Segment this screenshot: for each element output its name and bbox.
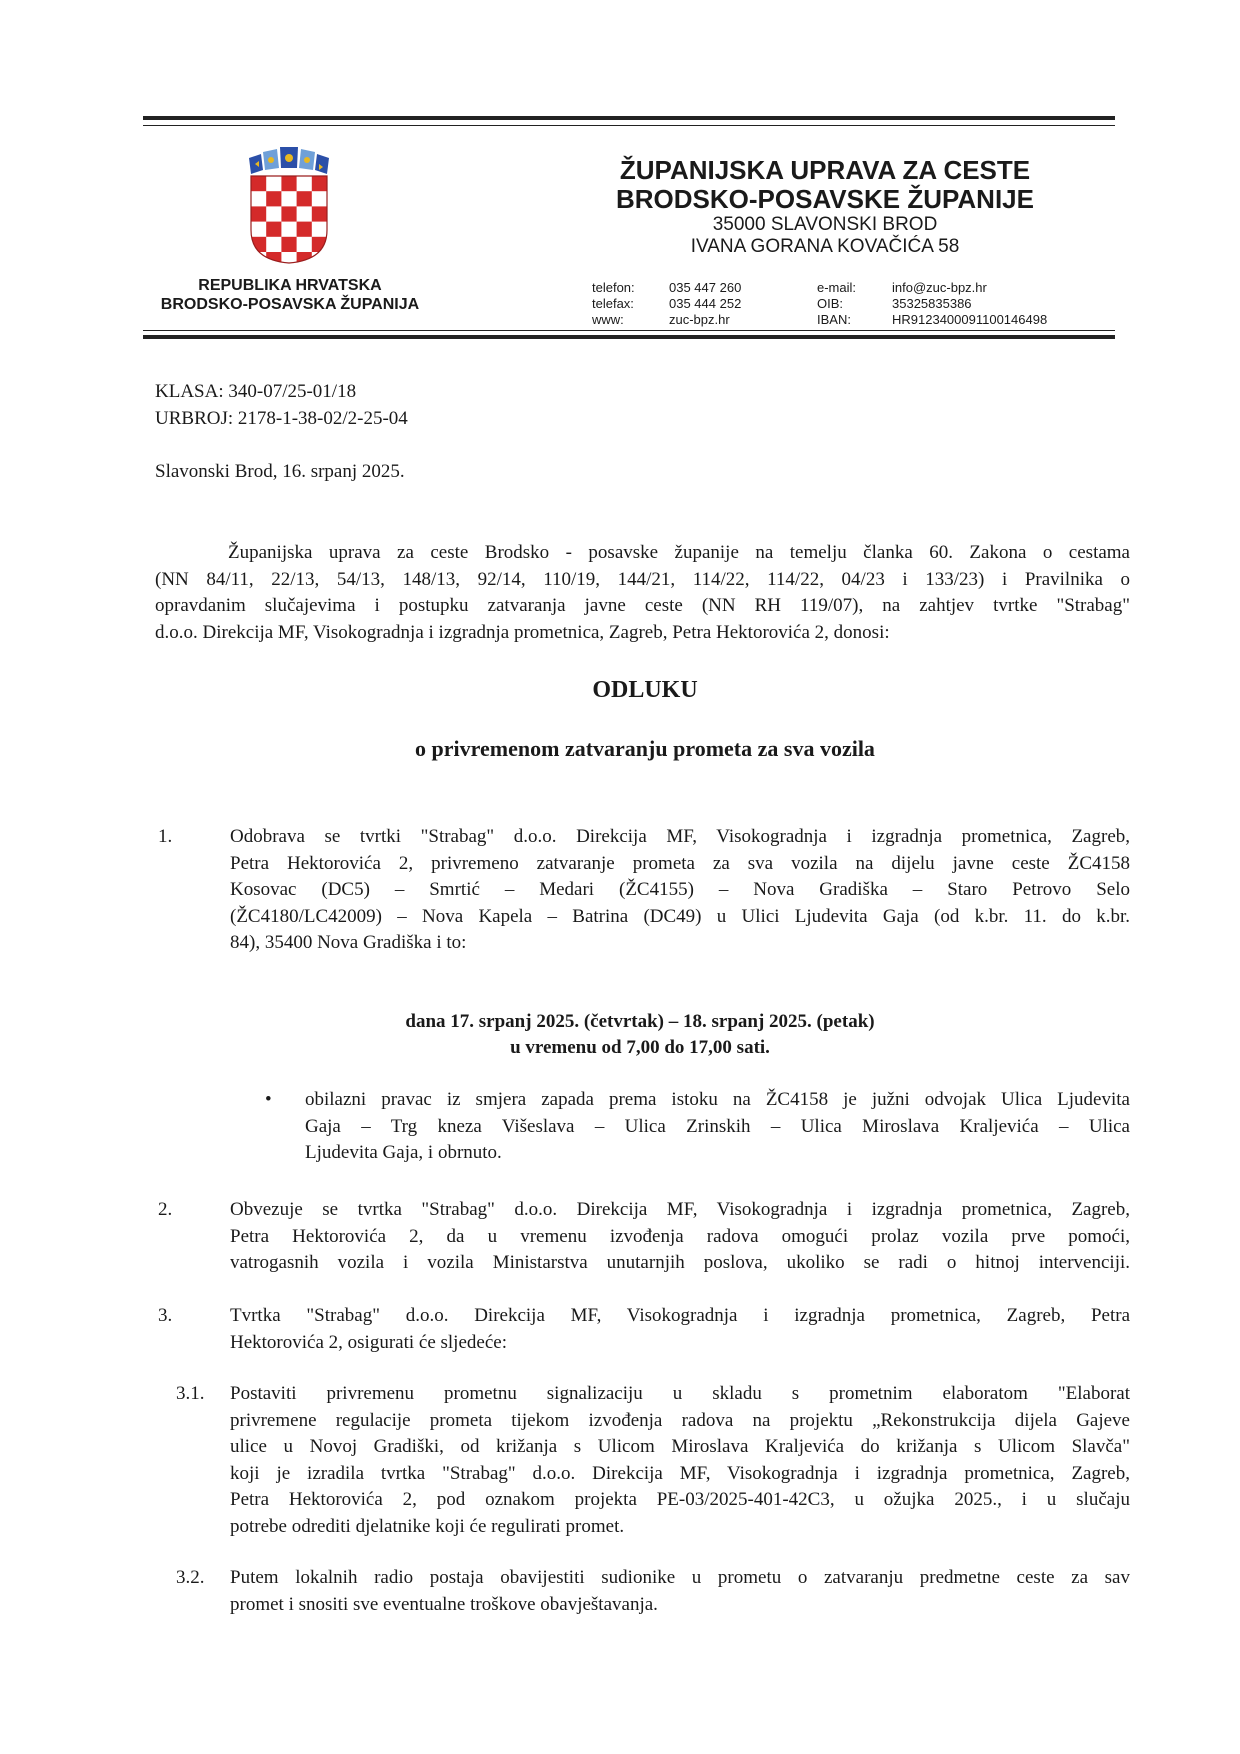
place-date: Slavonski Brod, 16. srpanj 2025. [155,461,405,482]
www-label: www: [592,312,624,327]
item-number: 1. [158,826,173,847]
item-3-text [230,1303,1130,1356]
www-value: zuc-bpz.hr [669,312,730,327]
org-line-2: BRODSKO-POSAVSKA ŽUPANIJA [160,296,420,313]
contact-values-2 [892,280,1047,328]
intro-line: Županijska uprava za ceste Brodsko - posavske županije na temelju članka 60. Zakona o cestama [228,542,1130,563]
item-line: Putem lokalnih radio postaja obavijestiti sudionike u prometu o zatvaranju predmetne ceste za sav [230,1567,1130,1588]
header-rule-top-thin [143,125,1115,126]
header-rule-bottom-thin [143,330,1115,331]
item-line: Petra Hektorovića 2, privremeno zatvaranje prometa za sva vozila na dijelu javne ceste ŽC4158 [230,852,1130,874]
item-line: ulice u Novoj Gradiški, od križanja s Ulicom Miroslava Kraljevića do križanja s Ulicom Slavča" [230,1436,1130,1457]
contact-values-1 [669,280,741,328]
bullet-line: obilazni pravac iz smjera zapada prema istoku na ŽC4158 je južni odvojak Ulica Ljudevita [305,1089,1130,1110]
item-line: Odobrava se tvrtki "Strabag" d.o.o. Direkcija MF, Visokogradnja i izgradnja prometnica, Zagreb, [230,826,1130,847]
crown [249,147,329,174]
intro-line: (NN 84/11, 22/13, 54/13, 148/13, 92/14, 110/19, 144/21, 114/22, 114/22, 04/23 i 133/23) i Pravilnika o [155,568,1130,590]
item-line: Petra Hektorovića 2, da u vremenu izvođenja radova omogući prolaz vozila prve pomoći, [230,1225,1130,1247]
bullet-icon: • [265,1089,272,1110]
item-2-text [230,1197,1130,1277]
oib-label: OIB: [817,296,844,311]
detour-bullet [305,1087,1130,1167]
email-value: info@zuc-bpz.hr [892,280,987,295]
institution-name-line-1: ŽUPANIJSKA UPRAVA ZA CESTE [619,155,1031,185]
iban-label: IBAN: [817,312,851,327]
iban-value: HR9123400091100146498 [892,312,1048,327]
email-label: e-mail: [817,280,857,295]
item-number: 2. [158,1199,173,1220]
item-number: 3.1. [176,1383,205,1404]
item-line: Postaviti privremenu prometnu signalizaciju u skladu s prometnim elaboratom "Elaborat [230,1383,1130,1404]
item-line: 84), 35400 Nova Gradiška i to: [230,932,467,953]
item-3-1-text [230,1381,1130,1540]
phone-value: 035 447 260 [669,280,742,295]
closure-period [330,1009,950,1061]
contact-labels-2 [817,280,856,328]
klasa: KLASA: 340-07/25-01/18 [155,381,357,402]
institution-address-line-2: IVANA GORANA KOVAČIĆA 58 [690,236,960,257]
institution-block [560,156,1090,258]
phone-label: telefon: [592,280,635,295]
oib-value: 35325835386 [892,296,972,311]
item-1-text [230,824,1130,957]
urbroj: URBROJ: 2178-1-38-02/2-25-04 [155,408,408,429]
item-number: 3. [158,1305,173,1326]
coat-of-arms-icon [247,146,331,264]
fax-label: telefax: [592,296,634,311]
item-3-2-text [230,1565,1130,1618]
item-line: potrebe odrediti djelatnike koji će regulirati promet. [230,1515,625,1537]
institution-name-line-2: BRODSKO-POSAVSKE ŽUPANIJE [616,184,1034,214]
item-line: Kosovac (DC5) – Smrtić – Medari (ŽC4155) – Nova Gradiška – Staro Petrovo Selo [230,879,1130,900]
issuing-authority [130,276,450,314]
fax-value: 035 444 252 [669,296,742,311]
item-number: 3.2. [176,1567,205,1588]
item-line: Obvezuje se tvrtka "Strabag" d.o.o. Direkcija MF, Visokogradnja i izgradnja prometnica, Zagreb, [230,1199,1130,1220]
org-line-1: REPUBLIKA HRVATSKA [198,277,382,294]
intro-paragraph [155,540,1130,646]
closure-time: u vremenu od 7,00 do 17,00 sati. [510,1037,770,1058]
header-rule-top-thick [143,116,1115,120]
item-line: promet i snositi sve eventualne troškove obavještavanja. [230,1593,658,1615]
header-rule-bottom-thick [143,335,1115,339]
item-line: Petra Hektorovića 2, pod oznakom projekta PE-03/2025-401-42C3, u ožujka 2025., i u slučaju [230,1489,1130,1510]
intro-line: d.o.o. Direkcija MF, Visokogradnja i izgradnja prometnica, Zagreb, Petra Hektorovića 2, donosi: [155,621,890,643]
institution-address-line-1: 35000 SLAVONSKI BROD [712,214,938,235]
checkerboard-shield [251,176,327,264]
intro-line: opravdanim slučajevima i postupku zatvaranja javne ceste (NN RH 119/07), na zahtjev tvrtke "Strabag" [155,595,1130,616]
decision-title: ODLUKU [592,677,698,703]
item-line: koji je izradila tvrtka "Strabag" d.o.o. Direkcija MF, Visokogradnja i izgradnja prometnica, Zagreb, [230,1462,1130,1484]
item-line: vatrogasnih vozila i vozila Ministarstva unutarnjih poslova, ukoliko se radi o hitnoj intervenciji. [230,1252,1130,1273]
item-line: (ŽC4180/LC42009) – Nova Kapela – Batrina (DC49) u Ulici Ljudevita Gaja (od k.br. 11. do k.br. [230,905,1130,927]
bullet-line: Ljudevita Gaja, i obrnuto. [305,1142,502,1163]
decision-subtitle: o privremenom zatvaranju prometa za sva vozila [415,736,875,761]
item-line: privremene regulacije prometa tijekom izvođenja radova na projektu „Rekonstrukcija dijela Gajeve [230,1409,1130,1431]
item-line: Hektorovića 2, osigurati će sljedeće: [230,1331,507,1353]
item-line: Tvrtka "Strabag" d.o.o. Direkcija MF, Visokogradnja i izgradnja prometnica, Zagreb, Petra [230,1305,1130,1326]
closure-date: dana 17. srpanj 2025. (četvrtak) – 18. srpanj 2025. (petak) [405,1011,875,1032]
bullet-line: Gaja – Trg kneza Višeslava – Ulica Zrinskih – Ulica Miroslava Kraljevića – Ulica [305,1115,1130,1137]
contact-labels-1 [592,280,635,328]
